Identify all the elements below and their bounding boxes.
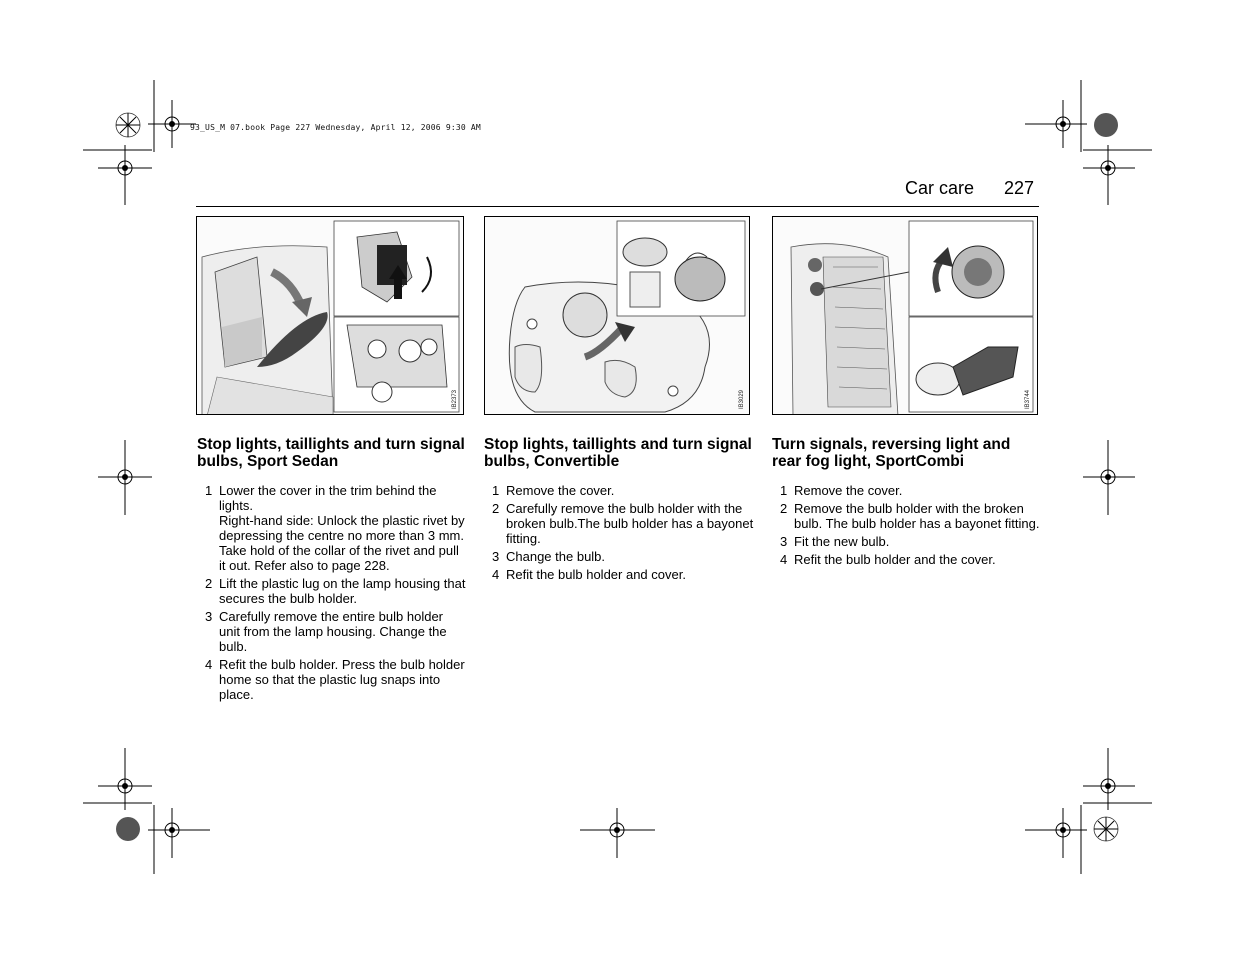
header-rule: [196, 206, 1039, 207]
step-text: Remove the cover.: [506, 483, 615, 498]
sportcombi-illustration: [773, 217, 1038, 415]
list-item: 3 Fit the new bulb.: [780, 534, 890, 549]
section-title: Stop lights, taillights and turn signal bulbs, Convertible: [484, 436, 752, 470]
figure-code: IB3744: [1025, 389, 1031, 409]
list-item: 1 Lower the cover in the trim behind the lights. Right-hand side: Unlock the plastic rivet by depressing the centre no more than 3 mm. Take hold of the collar of the rivet and pull it out. Refer also to page 228.: [197, 483, 467, 573]
print-slug: 93_US_M 07.book Page 227 Wednesday, April 12, 2006 9:30 AM: [190, 123, 481, 132]
section-sportcombi: [772, 436, 1042, 570]
figure-convertible: [484, 216, 750, 415]
list-item: 2 Remove the bulb holder with the broken bulb. The bulb holder has a bayonet fitting.: [780, 501, 1040, 531]
sport-sedan-illustration: [197, 217, 464, 415]
section-convertible: [484, 436, 754, 585]
figure-sportcombi: [772, 216, 1038, 415]
list-item: 2 Lift the plastic lug on the lamp housing that secures the bulb holder.: [205, 576, 466, 606]
page-number: 227: [1004, 178, 1035, 198]
list-item: 4 Refit the bulb holder and cover.: [492, 567, 686, 582]
figure-code: IB2373: [452, 389, 458, 409]
figure-sport-sedan: [196, 216, 464, 415]
steps-list: [772, 483, 1042, 567]
section-sport-sedan: [197, 436, 467, 705]
step-text: Remove the cover.: [794, 483, 903, 498]
list-item: 4 Refit the bulb holder and the cover.: [780, 552, 996, 567]
list-item: 1 Remove the cover.: [780, 483, 903, 498]
steps-list: [197, 483, 467, 702]
step-text: Refit the bulb holder. Press the bulb holder home so that the plastic lug snaps into place.: [219, 657, 465, 702]
step-text: Refit the bulb holder and cover.: [506, 567, 686, 582]
step-text: Carefully remove the bulb holder with the broken bulb.The bulb holder has a bayonet fitting.: [506, 501, 754, 546]
section-title: Turn signals, reversing light and rear fog light, SportCombi: [772, 436, 1011, 470]
section-title: Stop lights, taillights and turn signal bulbs, Sport Sedan: [197, 436, 465, 470]
step-text: Lower the cover in the trim behind the lights.: [219, 483, 437, 513]
convertible-illustration: [485, 217, 750, 415]
step-text: Carefully remove the entire bulb holder unit from the lamp housing. Change the bulb.: [219, 609, 447, 654]
list-item: 1 Remove the cover.: [492, 483, 615, 498]
figure-code: IB3029: [739, 389, 745, 409]
step-text: Lift the plastic lug on the lamp housing that secures the bulb holder.: [219, 576, 466, 606]
step-text: Fit the new bulb.: [794, 534, 890, 549]
step-extra: Right-hand side: Unlock the plastic rivet by depressing the centre no more than 3 mm. Take hold of the collar of the rivet and pull it out. Refer also to page 228.: [219, 513, 465, 573]
step-text: Refit the bulb holder and the cover.: [794, 552, 996, 567]
step-text: Change the bulb.: [506, 549, 606, 564]
list-item: 2 Carefully remove the bulb holder with the broken bulb.The bulb holder has a bayonet fitting.: [492, 501, 754, 546]
step-text: Remove the bulb holder with the broken bulb. The bulb holder has a bayonet fitting.: [794, 501, 1040, 531]
list-item: 3 Carefully remove the entire bulb holder unit from the lamp housing. Change the bulb.: [205, 609, 447, 654]
section-header: Car care: [905, 178, 975, 198]
steps-list: [484, 483, 754, 582]
list-item: 4 Refit the bulb holder. Press the bulb holder home so that the plastic lug snaps into place.: [205, 657, 465, 702]
list-item: 3 Change the bulb.: [492, 549, 606, 564]
